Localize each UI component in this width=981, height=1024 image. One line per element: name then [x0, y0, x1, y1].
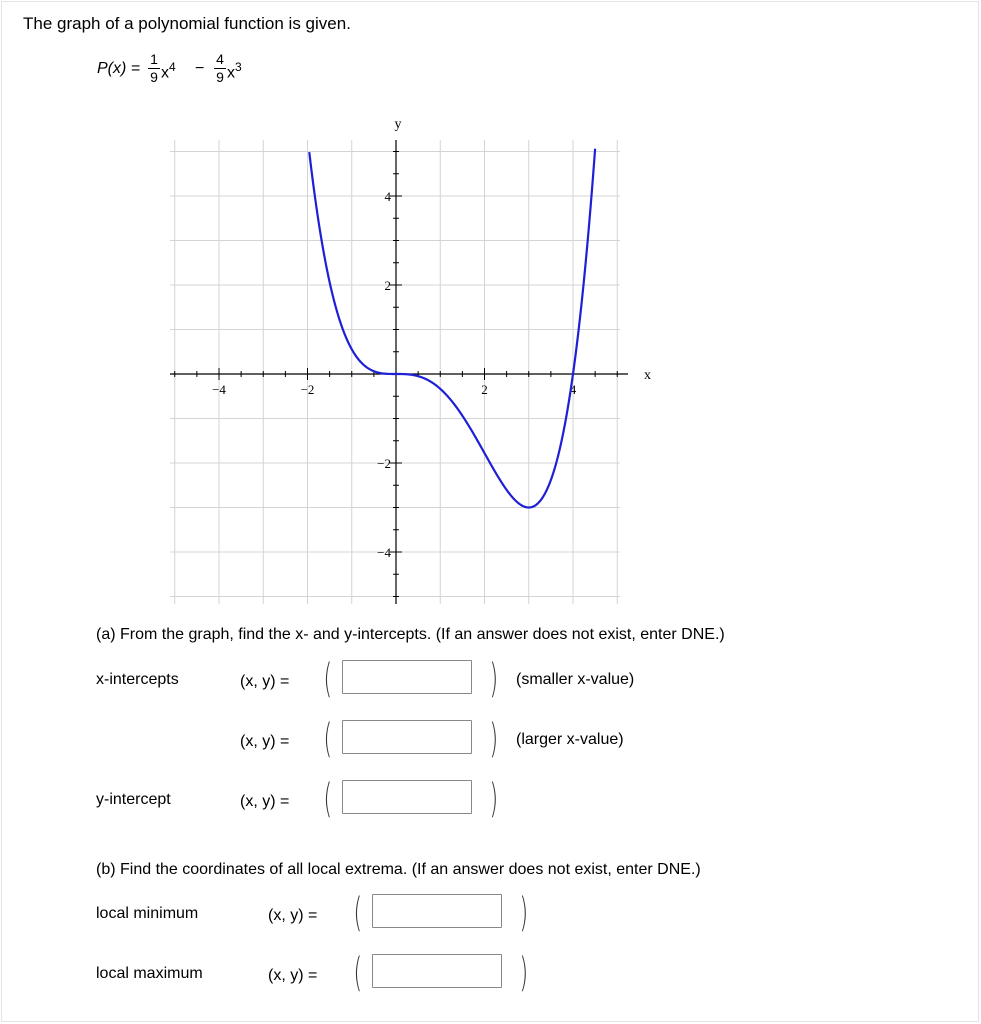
part-b-prompt: (b) Find the coordinates of all local extrema. (If an answer does not exist, enter DNE.) [96, 861, 701, 878]
question-intro: The graph of a polynomial function is given. [23, 14, 351, 33]
close-paren-5: ) [519, 950, 529, 996]
term1-var: x [161, 64, 169, 82]
open-paren-3: ( [323, 776, 333, 822]
y-axis-label: y [394, 117, 402, 132]
y-tick-label: 4 [384, 189, 391, 204]
term1-denominator: 9 [150, 69, 158, 85]
term2-fraction [214, 52, 226, 85]
term2-exp: 3 [235, 60, 242, 74]
function-name: P(x) = [97, 60, 141, 77]
x-axis-label: x [644, 368, 651, 383]
open-paren-4: ( [353, 890, 363, 936]
close-paren-3: ) [489, 776, 499, 822]
part-a-prompt: (a) From the graph, find the x- and y-intercepts. (If an answer does not exist, enter DNE.) [96, 626, 725, 643]
y-tick-label: −2 [377, 456, 391, 471]
xy-label-3: (x, y) = [240, 793, 290, 810]
x-tick-label: −4 [212, 382, 226, 397]
x-tick-label: 2 [481, 382, 488, 397]
minus-sign: − [195, 60, 205, 77]
x-intercept-smaller-input[interactable] [342, 660, 472, 694]
term1-power [161, 60, 176, 82]
local-min-input[interactable] [372, 894, 502, 928]
xy-label-5: (x, y) = [268, 967, 318, 984]
close-paren-4: ) [519, 890, 529, 936]
chart-grid [170, 140, 620, 604]
y-tick-label: 2 [384, 278, 391, 293]
polynomial-graph [150, 110, 651, 610]
smaller-x-hint: (smaller x-value) [516, 671, 635, 688]
term2-var: x [227, 64, 235, 82]
close-paren-1: ) [489, 656, 499, 702]
xy-label-2: (x, y) = [240, 733, 290, 750]
local-max-input[interactable] [372, 954, 502, 988]
term2-power [227, 60, 242, 82]
larger-x-hint: (larger x-value) [516, 731, 624, 748]
term2-denominator: 9 [216, 69, 224, 85]
chart-ticks [175, 117, 651, 597]
x-intercept-larger-input[interactable] [342, 720, 472, 754]
open-paren-1: ( [323, 656, 333, 702]
term2-numerator: 4 [216, 51, 224, 67]
x-intercepts-label: x-intercepts [96, 671, 179, 688]
open-paren-2: ( [323, 716, 333, 762]
y-intercept-input[interactable] [342, 780, 472, 814]
close-paren-2: ) [489, 716, 499, 762]
open-paren-5: ( [353, 950, 363, 996]
x-tick-label: 4 [569, 382, 577, 397]
y-tick-label: −4 [377, 545, 391, 560]
local-max-label: local maximum [96, 965, 203, 982]
y-intercept-label: y-intercept [96, 791, 171, 808]
chart-axes [170, 140, 628, 604]
xy-label-4: (x, y) = [268, 907, 318, 924]
x-tick-label: −2 [300, 382, 315, 397]
term1-exp: 4 [169, 60, 176, 74]
term1-numerator: 1 [150, 51, 158, 67]
local-min-label: local minimum [96, 905, 199, 922]
term1-fraction [148, 52, 160, 85]
xy-label-1: (x, y) = [240, 673, 290, 690]
